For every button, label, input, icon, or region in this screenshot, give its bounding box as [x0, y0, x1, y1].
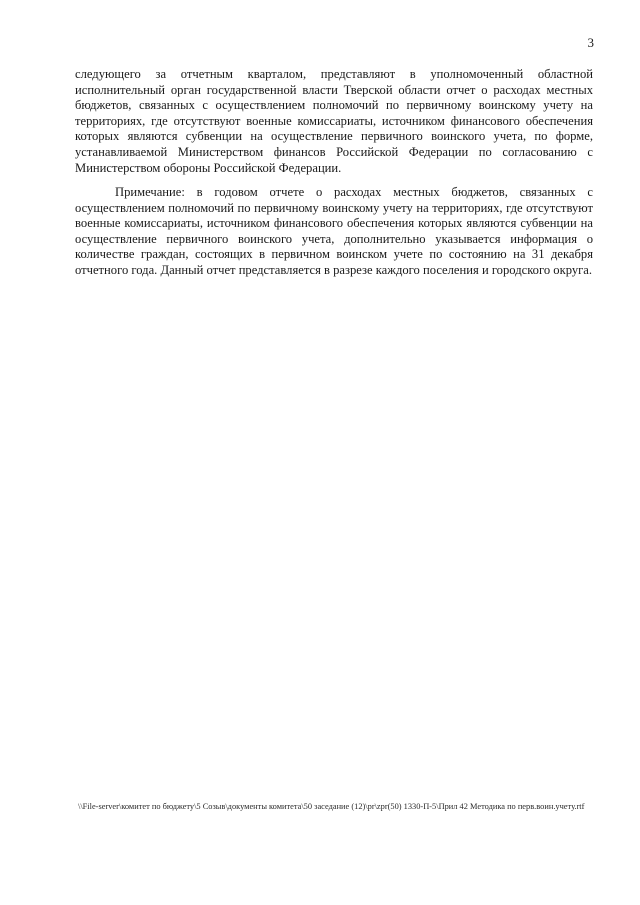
footer-file-path: \\File-server\комитет по бюджету\5 Созыв\документы комитета\50 заседание (12)\pr\zpr(50) 1330-П-5\Прил 42 Методика по перв.воин.учету.rtf: [78, 802, 585, 811]
body-paragraph-1: следующего за отчетным кварталом, представляют в уполномоченный областной исполнительный орган государственной власти Тверской области отчет о расходах местных бюджетов, связанных с осуществлением полномочий по первичному воинскому учету на территориях, где отсутствуют военные комиссариаты, источником финансового обеспечения которых являются субвенции на осуществление первичного воинского учета, по форме, устанавливаемой Министерством финансов Российской Федерации по согласованию с Министерством обороны Российской Федерации.: [75, 67, 593, 175]
page-number: 3: [587, 35, 594, 50]
body-paragraph-note: Примечание: в годовом отчете о расходах местных бюджетов, связанных с осуществлением полномочий по первичному воинскому учету на территориях, где отсутствуют военные комиссариаты, источником финансового обеспечения которых являются субвенции на осуществление первичного воинского учета, дополнительно указывается информация о количестве граждан, состоящих в первичном воинском учете по состоянию на 31 декабря отчетного года. Данный отчет представляется в разрезе каждого поселения и городского округа.: [75, 185, 593, 277]
